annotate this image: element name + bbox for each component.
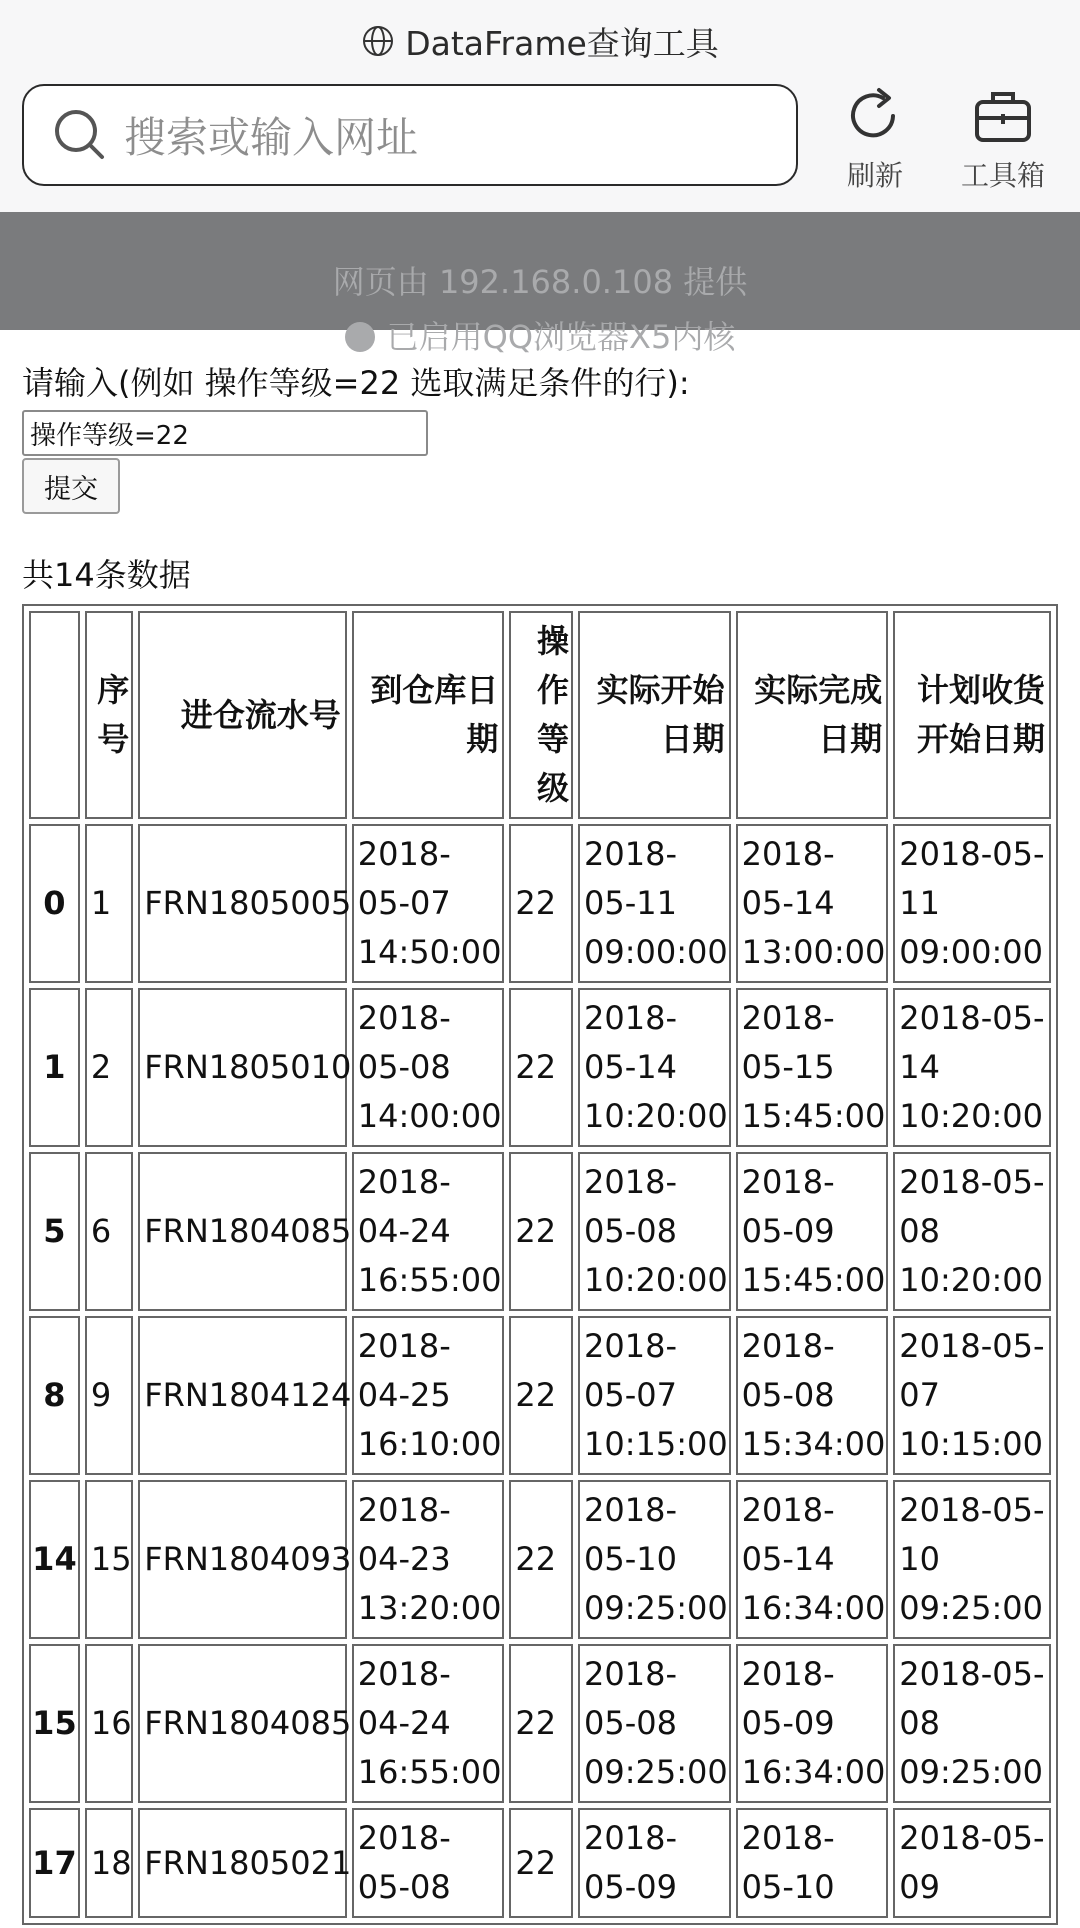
cell-actual-finish: 2018-05-08 15:34:00 bbox=[736, 1316, 889, 1475]
cell-arrival-date: 2018-04-25 16:10:00 bbox=[352, 1316, 505, 1475]
cell-inbound-no: FRN1804085 bbox=[138, 1152, 347, 1311]
cell-actual-start: 2018-05-08 10:20:00 bbox=[578, 1152, 731, 1311]
query-prompt: 请输入(例如 操作等级=22 选取满足条件的行): bbox=[22, 364, 690, 402]
cell-actual-finish: 2018-05-09 16:34:00 bbox=[736, 1644, 889, 1803]
row-index: 8 bbox=[29, 1316, 80, 1475]
cell-planned-start: 2018-05-09 bbox=[893, 1808, 1051, 1918]
browser-toolbar bbox=[0, 0, 1080, 212]
cell-seq: 1 bbox=[85, 824, 133, 983]
cell-inbound-no: FRN1804124 bbox=[138, 1316, 347, 1475]
cell-inbound-no: FRN1805005 bbox=[138, 824, 347, 983]
toolbox-button[interactable] bbox=[943, 84, 1063, 194]
cell-inbound-no: FRN1805021 bbox=[138, 1808, 347, 1918]
refresh-icon bbox=[843, 84, 907, 148]
col-header-level: 操作等级 bbox=[509, 611, 573, 819]
cell-seq: 18 bbox=[85, 1808, 133, 1918]
cell-inbound-no: FRN1805010 bbox=[138, 988, 347, 1147]
page-title: DataFrame查询工具 bbox=[405, 23, 719, 63]
search-icon bbox=[50, 105, 110, 165]
col-header-actual-finish: 实际完成日期 bbox=[736, 611, 889, 819]
row-index: 1 bbox=[29, 988, 80, 1147]
cell-actual-finish: 2018-05-14 16:34:00 bbox=[736, 1480, 889, 1639]
cell-actual-start: 2018-05-11 09:00:00 bbox=[578, 824, 731, 983]
cell-actual-start: 2018-05-09 bbox=[578, 1808, 731, 1918]
cell-arrival-date: 2018-04-24 16:55:00 bbox=[352, 1644, 505, 1803]
row-index: 14 bbox=[29, 1480, 80, 1639]
refresh-label: 刷新 bbox=[846, 159, 903, 192]
col-header-planned-start: 计划收货开始日期 bbox=[893, 611, 1051, 819]
cell-level: 22 bbox=[509, 988, 573, 1147]
cell-seq: 16 bbox=[85, 1644, 133, 1803]
col-header-actual-start: 实际开始日期 bbox=[578, 611, 731, 819]
cell-seq: 2 bbox=[85, 988, 133, 1147]
page-title-row bbox=[0, 16, 1080, 66]
page-content bbox=[22, 330, 1062, 1925]
cell-level: 22 bbox=[509, 1316, 573, 1475]
cell-actual-finish: 2018-05-15 15:45:00 bbox=[736, 988, 889, 1147]
cell-actual-start: 2018-05-14 10:20:00 bbox=[578, 988, 731, 1147]
table-row bbox=[29, 824, 1051, 983]
provider-text: 网页由 192.168.0.108 提供 bbox=[332, 263, 748, 301]
row-index: 15 bbox=[29, 1644, 80, 1803]
toolbox-icon bbox=[971, 84, 1035, 148]
refresh-button[interactable] bbox=[815, 84, 935, 194]
cell-arrival-date: 2018-05-08 bbox=[352, 1808, 505, 1918]
cell-planned-start: 2018-05-08 09:25:00 bbox=[893, 1644, 1051, 1803]
results-table bbox=[22, 604, 1058, 1925]
cell-arrival-date: 2018-04-23 13:20:00 bbox=[352, 1480, 505, 1639]
table-row bbox=[29, 1316, 1051, 1475]
cell-inbound-no: FRN1804093 bbox=[138, 1480, 347, 1639]
cell-planned-start: 2018-05-08 10:20:00 bbox=[893, 1152, 1051, 1311]
table-row bbox=[29, 1808, 1051, 1918]
cell-level: 22 bbox=[509, 1480, 573, 1639]
table-row bbox=[29, 1480, 1051, 1639]
table-header-row bbox=[29, 611, 1051, 819]
toolbox-label: 工具箱 bbox=[960, 159, 1045, 192]
cell-planned-start: 2018-05-11 09:00:00 bbox=[893, 824, 1051, 983]
cell-arrival-date: 2018-05-08 14:00:00 bbox=[352, 988, 505, 1147]
row-index: 5 bbox=[29, 1152, 80, 1311]
row-index: 0 bbox=[29, 824, 80, 983]
cell-seq: 9 bbox=[85, 1316, 133, 1475]
col-header-seq: 序号 bbox=[85, 611, 133, 819]
table-row bbox=[29, 1152, 1051, 1311]
row-index: 17 bbox=[29, 1808, 80, 1918]
submit-button[interactable]: 提交 bbox=[22, 458, 120, 514]
cell-planned-start: 2018-05-10 09:25:00 bbox=[893, 1480, 1051, 1639]
globe-icon bbox=[361, 24, 395, 58]
cell-actual-start: 2018-05-08 09:25:00 bbox=[578, 1644, 731, 1803]
cell-actual-finish: 2018-05-14 13:00:00 bbox=[736, 824, 889, 983]
x5-kernel-text: 已启用QQ浏览器X5内核 bbox=[0, 312, 1080, 358]
table-row bbox=[29, 988, 1051, 1147]
cell-actual-start: 2018-05-07 10:15:00 bbox=[578, 1316, 731, 1475]
col-header-arrival-date: 到仓库日期 bbox=[352, 611, 505, 819]
cell-actual-finish: 2018-05-09 15:45:00 bbox=[736, 1152, 889, 1311]
col-header-index bbox=[29, 611, 80, 819]
cell-level: 22 bbox=[509, 824, 573, 983]
cell-level: 22 bbox=[509, 1644, 573, 1803]
cell-actual-finish: 2018-05-10 bbox=[736, 1808, 889, 1918]
provider-banner bbox=[0, 212, 1080, 356]
cell-arrival-date: 2018-05-07 14:50:00 bbox=[352, 824, 505, 983]
cell-actual-start: 2018-05-10 09:25:00 bbox=[578, 1480, 731, 1639]
cell-inbound-no: FRN1804085 bbox=[138, 1644, 347, 1803]
result-count: 共14条数据 bbox=[22, 556, 191, 594]
address-placeholder: 搜索或输入网址 bbox=[124, 113, 419, 162]
table-row bbox=[29, 1644, 1051, 1803]
cell-planned-start: 2018-05-14 10:20:00 bbox=[893, 988, 1051, 1147]
cell-arrival-date: 2018-04-24 16:55:00 bbox=[352, 1152, 505, 1311]
query-input[interactable] bbox=[22, 410, 428, 456]
cell-level: 22 bbox=[509, 1808, 573, 1918]
cell-seq: 15 bbox=[85, 1480, 133, 1639]
cell-level: 22 bbox=[509, 1152, 573, 1311]
cell-seq: 6 bbox=[85, 1152, 133, 1311]
cell-planned-start: 2018-05-07 10:15:00 bbox=[893, 1316, 1051, 1475]
col-header-inbound-no: 进仓流水号 bbox=[138, 611, 347, 819]
address-bar[interactable] bbox=[22, 84, 798, 186]
